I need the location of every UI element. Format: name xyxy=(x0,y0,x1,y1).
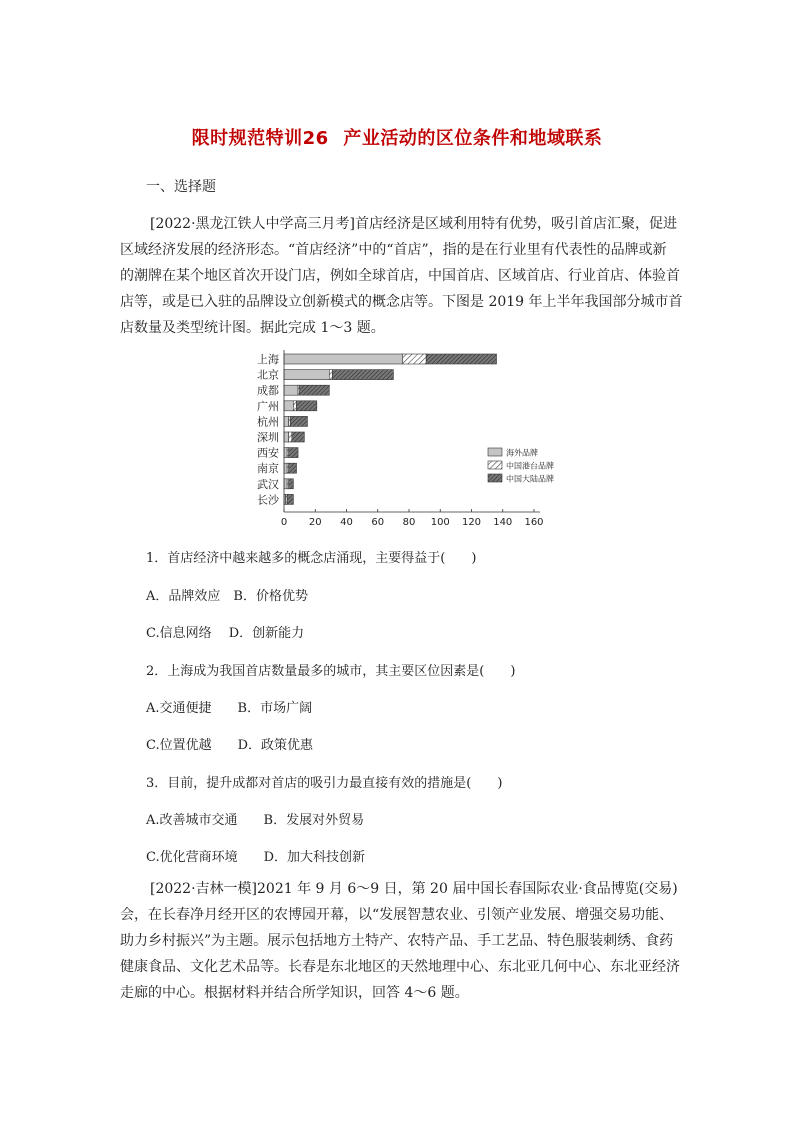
bar-segment xyxy=(332,370,393,380)
bar-segment xyxy=(426,354,496,364)
question-3-options-ab: A.改善城市交通 B．发展对外贸易 xyxy=(146,813,365,828)
bar-segment xyxy=(284,479,287,489)
category-label: 西安 xyxy=(257,446,279,460)
legend-label: 中国大陆品牌 xyxy=(506,474,554,484)
bar-segment xyxy=(292,432,305,442)
passage-line: [2022·吉林一模]2021 年 9 月 6～9 日，第 20 届中国长春国际农业·食品博览(交易) xyxy=(150,881,678,897)
passage-line: 会，在长春净月经开区的农博园开幕，以“发展智慧农业、引领产业发展、增强交易功能、 xyxy=(120,907,674,923)
bar-segment xyxy=(297,401,317,411)
category-label: 南京 xyxy=(257,462,279,476)
page-title xyxy=(0,124,794,150)
question-3-options-cd: C.优化营商环境 D．加大科技创新 xyxy=(146,850,366,865)
category-label: 武汉 xyxy=(257,477,279,491)
question-2-stem: 2．上海成为我国首店数量最多的城市，其主要区位因素是( ) xyxy=(146,664,516,679)
bar-segment xyxy=(284,354,403,364)
category-label: 杭州 xyxy=(257,415,279,429)
question-2-options-cd: C.位置优越 D．政策优惠 xyxy=(146,738,314,753)
bar-segment xyxy=(329,370,332,380)
passage-line: 助力乡村振兴”为主题。展示包括地方土特产、农特产品、手工艺品、特色服装刺绣、食药 xyxy=(120,933,674,949)
category-label: 成都 xyxy=(257,384,279,398)
x-tick-label: 60 xyxy=(371,517,385,526)
bar-segment xyxy=(284,370,329,380)
title-main: 限时规范特训26 xyxy=(191,128,329,149)
legend-label: 海外品牌 xyxy=(506,448,538,458)
x-tick-label: 160 xyxy=(524,517,544,526)
bar-segment xyxy=(289,432,292,442)
bar-segment xyxy=(287,494,293,504)
bar-segment xyxy=(300,385,330,395)
passage-line: 区域经济发展的经济形态。“首店经济”中的“首店”，指的是在行业里有代表性的品牌或新 xyxy=(120,242,667,258)
bar-segment xyxy=(289,448,298,458)
bar-segment xyxy=(289,463,297,473)
passage-line: 店数量及类型统计图。据此完成 1～3 题。 xyxy=(120,320,385,336)
category-label: 北京 xyxy=(257,368,279,382)
bar-segment xyxy=(284,401,293,411)
question-3-stem: 3．目前，提升成都对首店的吸引力最直接有效的措施是( ) xyxy=(146,776,503,791)
x-tick-label: 100 xyxy=(430,517,450,526)
passage-line: 的潮牌在某个地区首次开设门店，例如全球首店，中国首店、区域首店、行业首店、体验首 xyxy=(120,268,680,284)
passage-1 xyxy=(120,211,683,341)
question-1-options-cd: C.信息网络 D．创新能力 xyxy=(146,626,305,641)
legend-swatch xyxy=(488,474,502,482)
x-tick-label: 120 xyxy=(461,517,482,526)
category-label: 广州 xyxy=(257,399,279,413)
x-tick-label: 20 xyxy=(308,517,322,526)
bar-segment xyxy=(293,401,296,411)
passage-line: [2022·黑龙江铁人中学高三月考]首店经济是区域利用特有优势，吸引首店汇聚，促进 xyxy=(150,216,678,232)
bar-segment xyxy=(284,385,298,395)
passage-line: 健康食品、文化艺术品等。长春是东北地区的天然地理中心、东北亚几何中心、东北亚经济 xyxy=(120,959,680,975)
question-1-options-ab: A．品牌效应 B．价格优势 xyxy=(146,589,308,604)
bar-segment xyxy=(284,448,287,458)
section-label: 一、选择题 xyxy=(146,179,216,195)
title-sub: 产业活动的区位条件和地域联系 xyxy=(343,128,603,149)
bar-segment xyxy=(403,354,426,364)
bar-segment xyxy=(290,416,307,426)
bar-segment xyxy=(284,432,289,442)
x-tick-label: 40 xyxy=(340,517,353,526)
category-label: 上海 xyxy=(257,353,279,366)
question-2-options-ab: A.交通便捷 B．市场广阔 xyxy=(146,701,313,716)
legend-label: 中国港台品牌 xyxy=(506,461,554,471)
passage-2 xyxy=(120,876,680,1006)
x-tick-label: 80 xyxy=(402,517,416,526)
passage-line: 走廊的中心。根据材料并结合所学知识，回答 4～6 题。 xyxy=(120,985,469,1001)
category-label: 长沙 xyxy=(257,493,279,507)
first-store-chart xyxy=(250,346,570,526)
x-tick-label: 140 xyxy=(493,517,513,526)
bar-segment xyxy=(284,463,287,473)
legend-swatch xyxy=(488,461,502,469)
category-label: 深圳 xyxy=(257,431,279,444)
passage-line: 店等，或是已入驻的品牌设立创新模式的概念店等。下图是 2019 年上半年我国部分城市首 xyxy=(120,294,683,310)
question-1-stem: 1．首店经济中越来越多的概念店涌现，主要得益于( ) xyxy=(146,551,477,566)
bar-segment xyxy=(284,416,289,426)
legend-swatch xyxy=(488,448,502,456)
bar-segment xyxy=(289,479,294,489)
x-tick-label: 0 xyxy=(280,517,288,526)
